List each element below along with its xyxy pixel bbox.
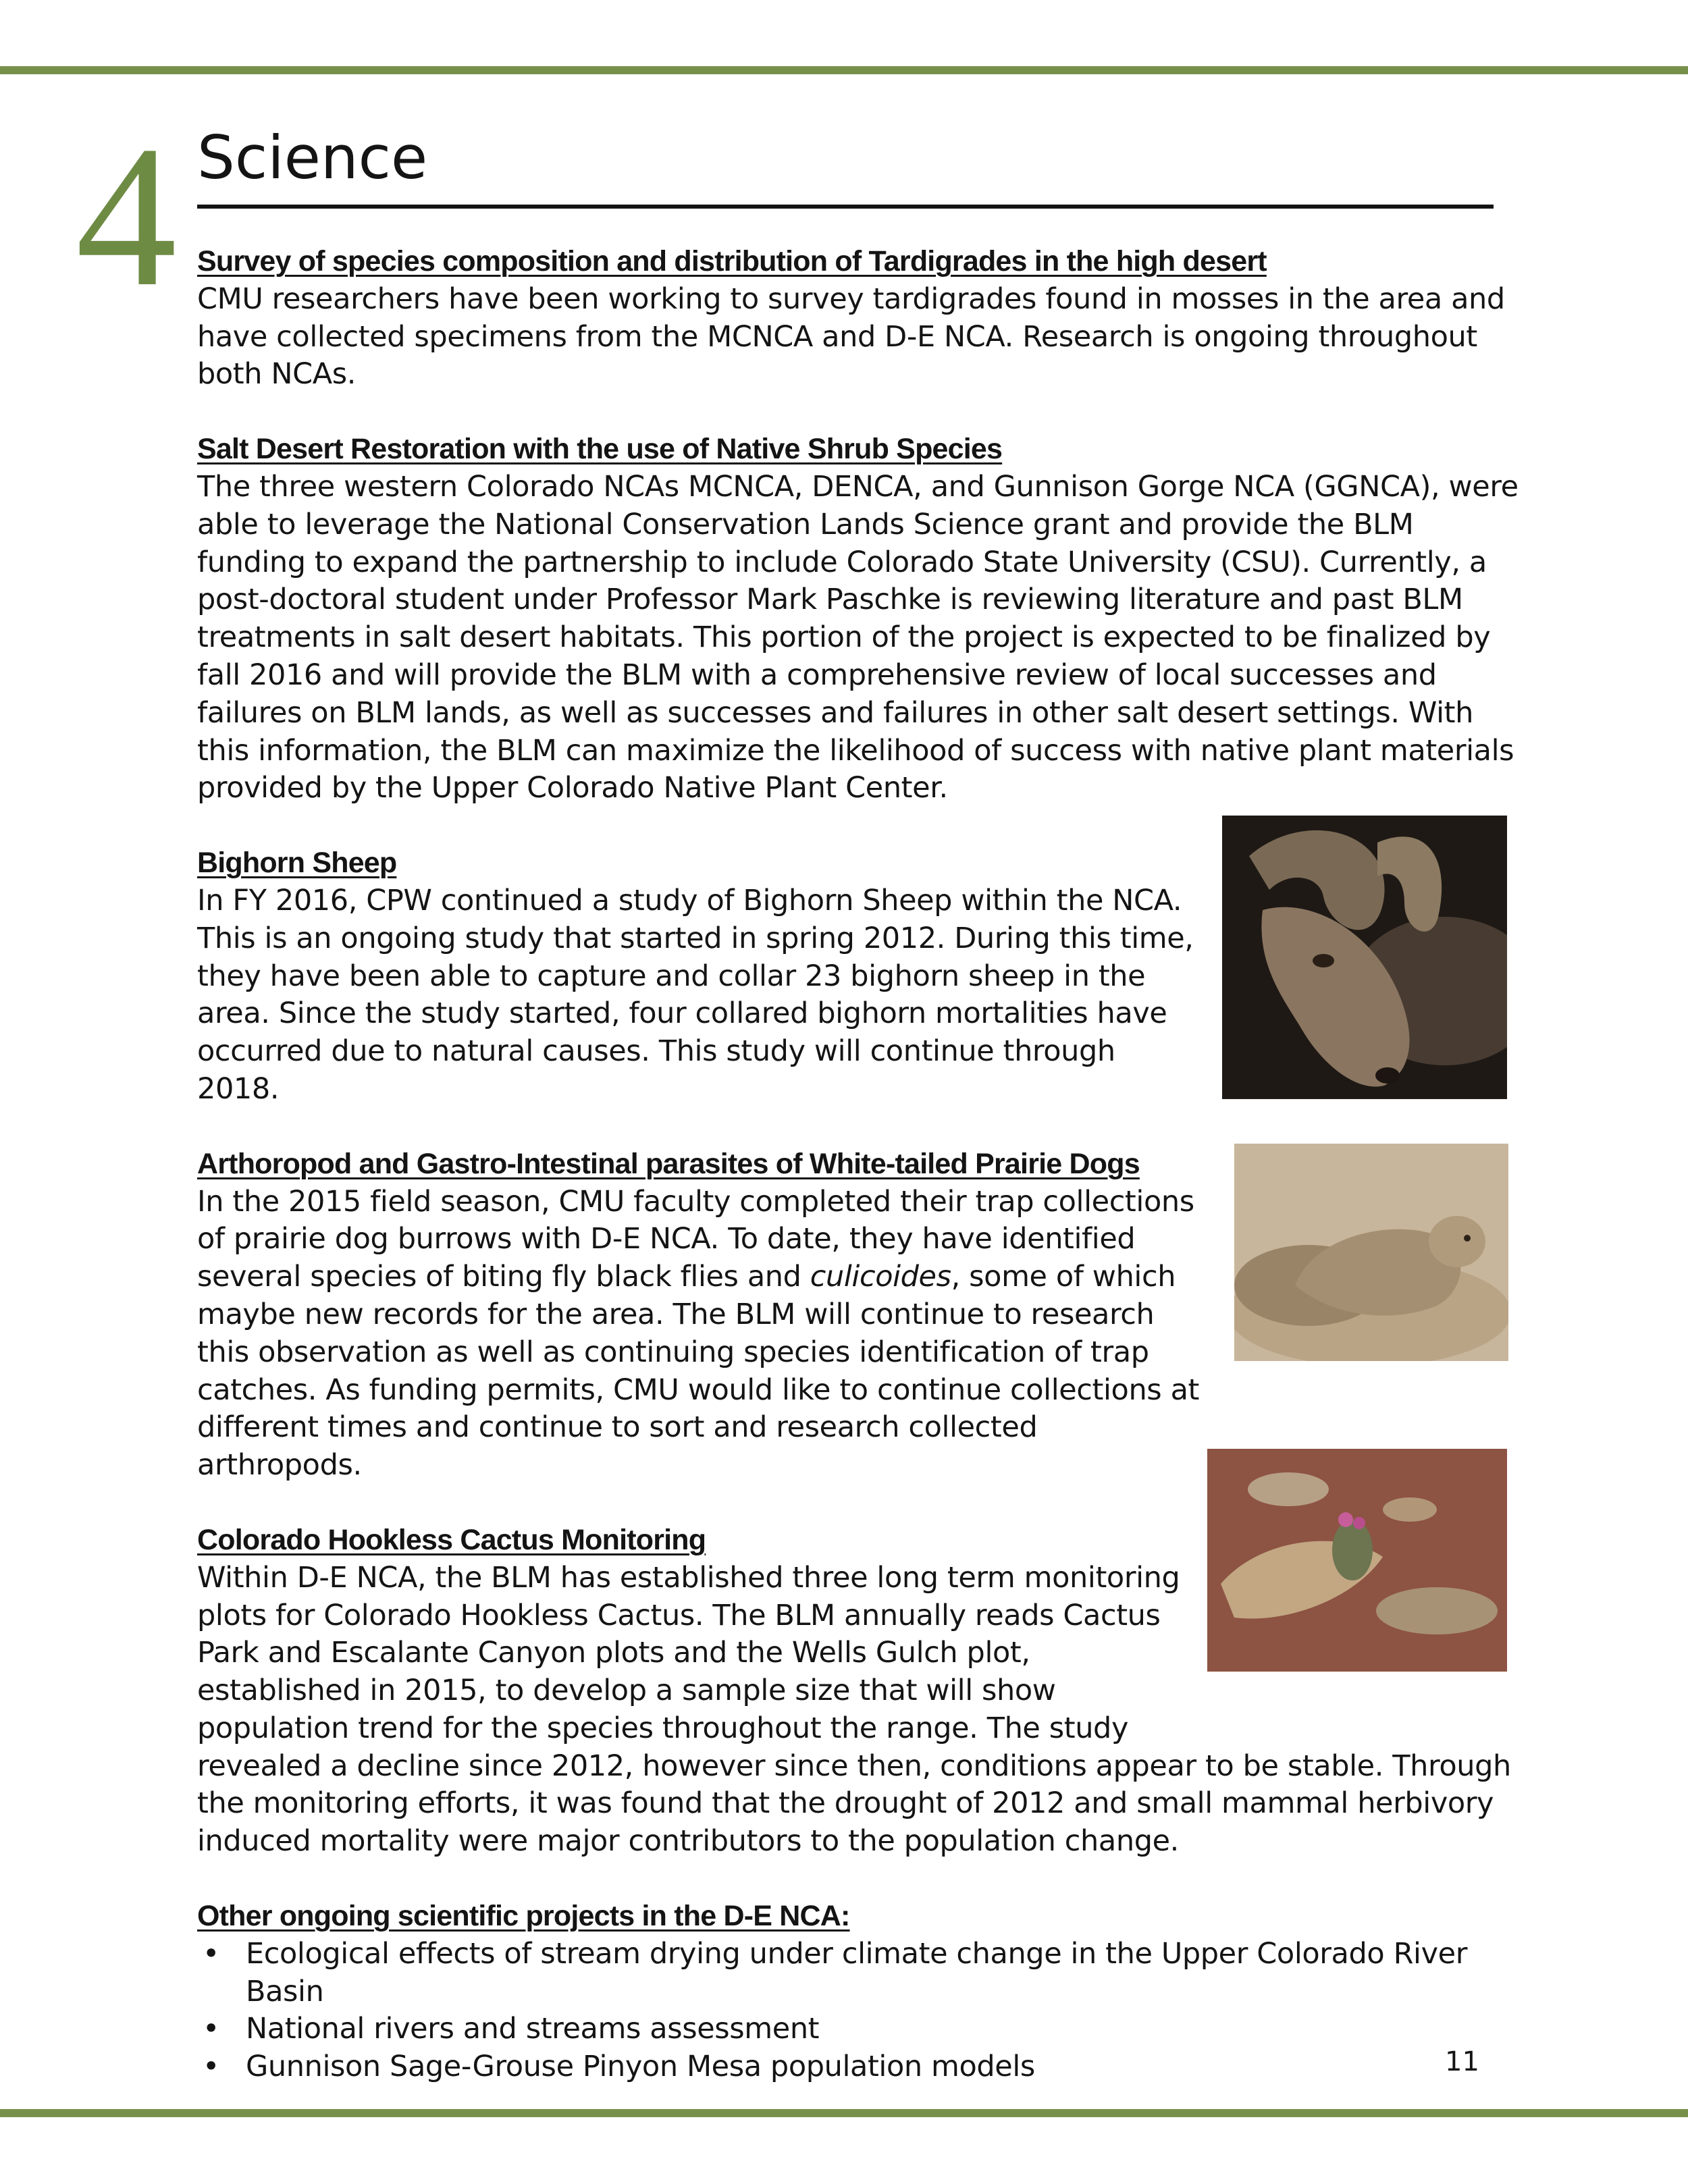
bullet-icon: •: [203, 2050, 219, 2084]
section-heading: Other ongoing scientific projects in the D-E NCA:: [197, 1900, 850, 1933]
bottom-accent-rule: [0, 2109, 1688, 2117]
prairie-dog-illustration: [1234, 1144, 1508, 1361]
list-item-text: Gunnison Sage-Grouse Pinyon Mesa population models: [246, 2050, 1035, 2084]
bighorn-sheep-photo: [1222, 816, 1507, 1099]
list-item: [197, 2048, 1521, 2086]
section-salt-desert: [197, 431, 1521, 807]
section-paragraph: [197, 1183, 1210, 1485]
section-heading: Bighorn Sheep: [197, 847, 397, 880]
section-heading: Colorado Hookless Cactus Monitoring: [197, 1523, 706, 1556]
section-paragraph: CMU researchers have been working to survey tardigrades found in mosses in the area and have collected specimens from the MCNCA and D-E NCA. Research is ongoing throughout both NCAs.: [197, 282, 1505, 392]
section-bighorn-sheep: [197, 845, 1203, 1109]
prairie-dog-photo: [1234, 1144, 1508, 1361]
page-number: 11: [1445, 2046, 1479, 2077]
bighorn-sheep-illustration: [1222, 816, 1507, 1099]
hookless-cactus-photo: [1207, 1449, 1507, 1672]
section-paragraph: In FY 2016, CPW continued a study of Bighorn Sheep within the NCA. This is an ongoing study that started in spring 2012. During this time, they have been able to capture and collar 23 bighorn sheep in the area. Since the study started, four collared bighorn mortalities have occurred due to natural causes. This study will continue through 2018.: [197, 883, 1194, 1106]
bullet-icon: •: [203, 1936, 219, 1971]
section-heading: Salt Desert Restoration with the use of Native Shrub Species: [197, 433, 1003, 466]
list-item: [197, 1936, 1521, 2011]
chapter-number: 4: [76, 104, 177, 328]
section-other-projects: [197, 1898, 1521, 2086]
section-heading: Arthoropod and Gastro-Intestinal parasites of White-tailed Prairie Dogs: [197, 1147, 1140, 1180]
bullet-icon: •: [203, 2012, 219, 2046]
page-title: Science: [197, 123, 428, 192]
list-item: [197, 2010, 1521, 2048]
section-paragraph-full: revealed a decline since 2012, however since then, conditions appear to be stable. Through the monitoring efforts, it was found that the drought of 2012 and small mammal herbivory induced mortality were major contributors to the population change.: [197, 1749, 1511, 1859]
list-item-text: Ecological effects of stream drying under climate change in the Upper Colorado River Basin: [246, 1936, 1467, 2008]
title-underline: [197, 205, 1494, 209]
list-item-text: National rivers and streams assessment: [246, 2012, 820, 2046]
top-accent-rule: [0, 66, 1688, 74]
paragraph-text: , some of which maybe new records for the area. The BLM will continue to research this observation as well as continuing species identification of trap catches. As funding permits, CMU would like to continue collections at different times and continue to sort and research collected arthropods.: [197, 1260, 1199, 1483]
section-heading: Survey of species composition and distribution of Tardigrades in the high desert: [197, 245, 1267, 277]
section-paragraph-wrapped: Within D-E NCA, the BLM has established three long term monitoring plots for Colorado Hookless Cactus. The BLM annually reads Cactus Park and Escalante Canyon plots and the Wells Gulch plot, established in 2015, to develop a sample size that will show population trend for the species throughout the range. The study: [197, 1560, 1180, 1745]
paragraph-text: In the 2015 field season, CMU faculty completed their trap collections of prairie dog burrows with D-E NCA. To date, they have identified several species of biting fly black flies and: [197, 1184, 1194, 1294]
bullet-list: [197, 1936, 1521, 2086]
hookless-cactus-illustration: [1207, 1449, 1507, 1672]
section-tardigrades: [197, 243, 1521, 394]
section-paragraph: The three western Colorado NCAs MCNCA, DENCA, and Gunnison Gorge NCA (GGNCA), were able to leverage the National Conservation Lands Science grant and provide the BLM funding to expand the partnership to include Colorado State University (CSU). Currently, a post-doctoral student under Professor Mark Paschke is reviewing literature and past BLM treatments in salt desert habitats. This portion of the project is expected to be finalized by fall 2016 and will provide the BLM with a comprehensive review of local successes and failures on BLM lands, as well as successes and failures in other salt desert settings. With this information, the BLM can maximize the likelihood of success with native plant materials provided by the Upper Colorado Native Plant Center.: [197, 469, 1519, 805]
italic-term: culicoides: [810, 1260, 951, 1294]
